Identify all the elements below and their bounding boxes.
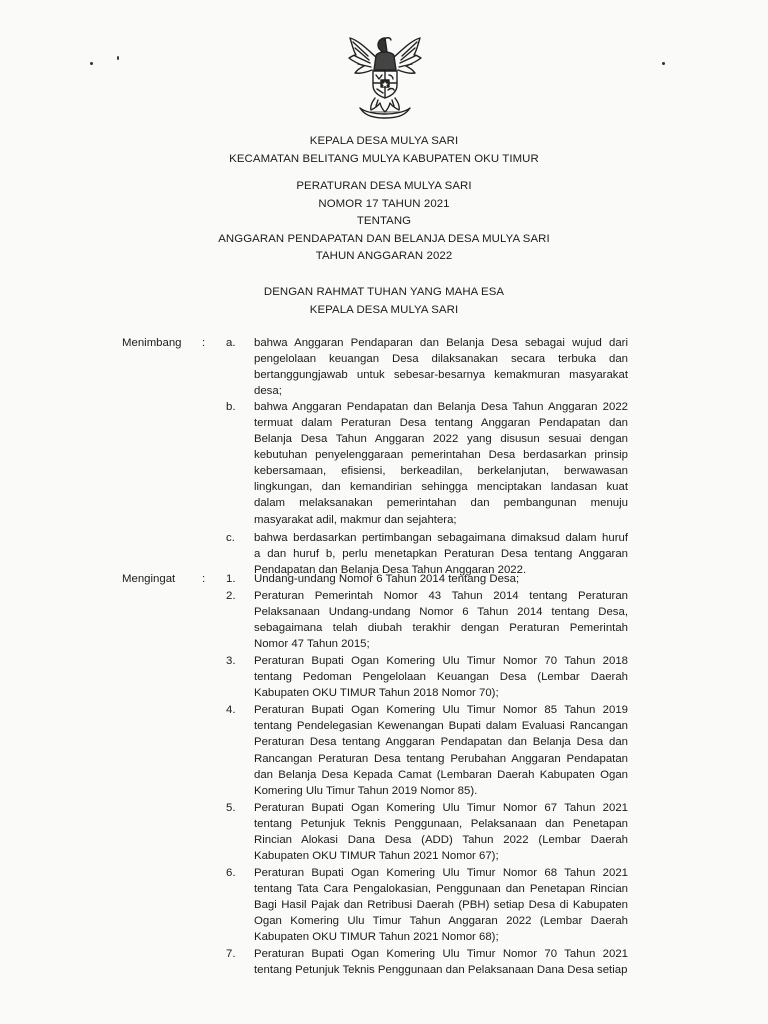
menimbang-clause-line: bahwa Anggaran Pendaparan dan Belanja Desa sebagai wujud dari: [254, 337, 628, 349]
mengingat-clause-line: Peraturan Bupati Ogan Komering Ulu Timur Nomor 70 Tahun 2018: [254, 655, 628, 668]
mengingat-label: Mengingat: [122, 573, 176, 585]
mengingat-clause-line: Peraturan Bupati Ogan Komering Ulu Timur Nomor 85 Tahun 2019: [254, 704, 628, 717]
menimbang-clause-line: masyarakat adil, makmur dan sejahtera;: [254, 513, 457, 526]
mengingat-clause-line: Bagi Hasil Pajak dan Retribusi Daerah (PBH) setiap Desa di Kabupaten: [254, 898, 628, 911]
mengingat-clause-line: Komering Ulu Timur Tahun 2019 Nomor 85).: [254, 784, 478, 797]
mengingat-clause-line: Peraturan Bupati Ogan Komering Ulu Timur Nomor 68 Tahun 2021: [254, 866, 628, 879]
menimbang-clause-text: [254, 335, 628, 399]
mengingat-clause-marker: 7.: [226, 948, 236, 961]
menimbang-clause-line: pengelolaan keuangan Desa dilaksanakan secara terbuka dan: [254, 353, 628, 366]
mengingat-clause-line: tentang Pedoman Pengelolaan Keuangan Desa (Lembar Daerah: [254, 671, 628, 684]
issuer-line-2: KECAMATAN BELITANG MULYA KABUPATEN OKU TIMUR: [229, 152, 539, 165]
menimbang-clause-line: a dan huruf b, perlu menetapkan Peraturan Desa tentang Anggaran: [254, 547, 628, 560]
mengingat-clause-marker: 6.: [226, 866, 236, 879]
mengingat-clause-text: [254, 653, 628, 701]
mengingat-clause-marker: 2.: [226, 590, 236, 603]
title-line-1: PERATURAN DESA MULYA SARI: [296, 180, 472, 192]
menimbang-clause-marker: b.: [226, 401, 236, 414]
menimbang-clause-line: Belanja Desa Tahun Anggaran 2022 yang disusun sesuai dengan: [254, 433, 628, 446]
menimbang-clause-line: bertanggungjawab untuk sebesar-besarnya kemakmuran masyarakat: [254, 369, 628, 382]
opening-line-2: KEPALA DESA MULYA SARI: [309, 303, 459, 316]
mengingat-clause-line: Peraturan Bupati Ogan Komering Ulu Timur Nomor 70 Tahun 2021: [254, 948, 628, 961]
mengingat-clause-line: Pelaksanaan Undang-undang Nomor 6 Tahun 2014 tentang Desa,: [254, 606, 628, 619]
mengingat-clause-line: Rancangan Peraturan Desa tentang Perubahan Anggaran Pendapatan: [254, 752, 628, 765]
mengingat-clause-text: [254, 800, 628, 864]
mengingat-clause-line: Kabupaten OKU TIMUR Tahun 2021 Nomor 68);: [254, 931, 499, 944]
mengingat-clause-line: Undang-undang Nomor 6 Tahun 2014 tentang Desa;: [254, 573, 520, 585]
menimbang-label: Menimbang: [122, 337, 182, 349]
mengingat-clause-text: [254, 702, 628, 798]
issuer-line-1: KEPALA DESA MULYA SARI: [309, 135, 459, 147]
mengingat-clause-line: Peraturan Pemerintah Nomor 43 Tahun 2014 tentang Peraturan: [254, 590, 628, 603]
mengingat-clause-text: [254, 571, 628, 587]
opening-line-1: DENGAN RAHMAT TUHAN YANG MAHA ESA: [263, 286, 505, 298]
mengingat-clause-line: tentang Pendelegasian Kewenangan Bupati dalam Evaluasi Rancangan: [254, 720, 628, 733]
mengingat-clause-marker: 5.: [226, 801, 236, 814]
mengingat-clause-text: [254, 588, 628, 652]
opening-formula: [0, 284, 768, 319]
mengingat-clause-line: Peraturan Bupati Ogan Komering Ulu Timur Nomor 67 Tahun 2021: [254, 801, 628, 814]
title-line-5: TAHUN ANGGARAN 2022: [315, 250, 453, 262]
mengingat-clause-line: tentang Petunjuk Teknis Penggunaan, Pelaksanaan dan Penetapan: [254, 817, 628, 830]
menimbang-clause-line: bahwa berdasarkan pertimbangan sebagaimana dimaksud dalam huruf: [254, 531, 628, 544]
mengingat-clause-line: dan Belanja Desa Kepada Camat (Lembaran Daerah Kabupaten Ogan: [254, 768, 628, 781]
mengingat-clause-line: Kabupaten OKU TIMUR Tahun 2018 Nomor 70);: [254, 687, 499, 700]
menimbang-clause-marker: a.: [226, 337, 236, 349]
title-line-2: NOMOR 17 TAHUN 2021: [318, 197, 450, 210]
scan-speck: [117, 56, 119, 60]
menimbang-clause-line: lingkungan, dan kemandirian sehingga menciptakan landasan kuat: [254, 481, 628, 494]
menimbang-clause-line: termuat dalam Peraturan Desa tentang Anggaran Pendapatan dan: [254, 417, 628, 430]
menimbang-clause-line: Pendapatan dan Belanja Desa Tahun Anggaran 2022.: [254, 563, 527, 576]
mengingat-clause-line: Kabupaten OKU TIMUR Tahun 2021 Nomor 67);: [254, 849, 499, 862]
scan-speck: [90, 62, 93, 65]
mengingat-clause-text: [254, 865, 628, 945]
mengingat-clause-marker: 3.: [226, 655, 236, 668]
title-line-4: ANGGARAN PENDAPATAN DAN BELANJA DESA MULYA SARI: [218, 232, 550, 245]
menimbang-clause-line: dalam melaksanakan pemerintahan dan pembangunan menuju: [254, 497, 628, 510]
mengingat-clause-line: Nomor 47 Tahun 2015;: [254, 638, 370, 651]
menimbang-clause-line: desa;: [254, 385, 282, 398]
mengingat-clause-line: sebagaimana telah diubah terakhir dengan Peraturan Pemerintah: [254, 622, 628, 635]
mengingat-clause-line: Rincian Alokasi Dana Desa (ADD) Tahun 2022 (Lembar Daerah: [254, 833, 628, 846]
mengingat-clause-marker: 4.: [226, 704, 236, 717]
menimbang-clause-line: kebutuhan penyelenggaraan pemerintahan Desa berdasarkan prinsip: [254, 449, 628, 462]
mengingat-clause-line: Ogan Komering Ulu Timur Tahun Anggaran 2022 (Lembar Daerah: [254, 915, 628, 928]
menimbang-clause-line: kebersamaan, efisiensi, berkeadilan, berkelanjutan, berwawasan: [254, 465, 628, 478]
mengingat-clause-line: Peraturan Desa tentang Anggaran Pendapatan dan Belanja Desa dan: [254, 736, 628, 749]
issuer-header: [0, 133, 768, 168]
menimbang-clause-text: [254, 399, 628, 527]
scan-speck: [662, 62, 665, 65]
mengingat-colon: :: [202, 573, 206, 585]
menimbang-clause-line: bahwa Anggaran Pendapatan dan Belanja Desa Tahun Anggaran 2022: [254, 401, 628, 414]
menimbang-clause-marker: c.: [226, 531, 235, 544]
mengingat-clause-marker: 1.: [226, 573, 236, 585]
menimbang-colon: :: [202, 337, 206, 349]
regulation-title: [0, 178, 768, 266]
title-line-3: TENTANG: [356, 215, 412, 227]
mengingat-clause-line: tentang Tata Cara Pengalokasian, Penggunaan dan Penetapan Rincian: [254, 882, 628, 895]
mengingat-clause-line: tentang Petunjuk Teknis Penggunaan dan Pelaksanaan Dana Desa setiap: [254, 964, 628, 977]
mengingat-clause-text: [254, 946, 628, 978]
garuda-emblem-icon: [340, 30, 430, 122]
